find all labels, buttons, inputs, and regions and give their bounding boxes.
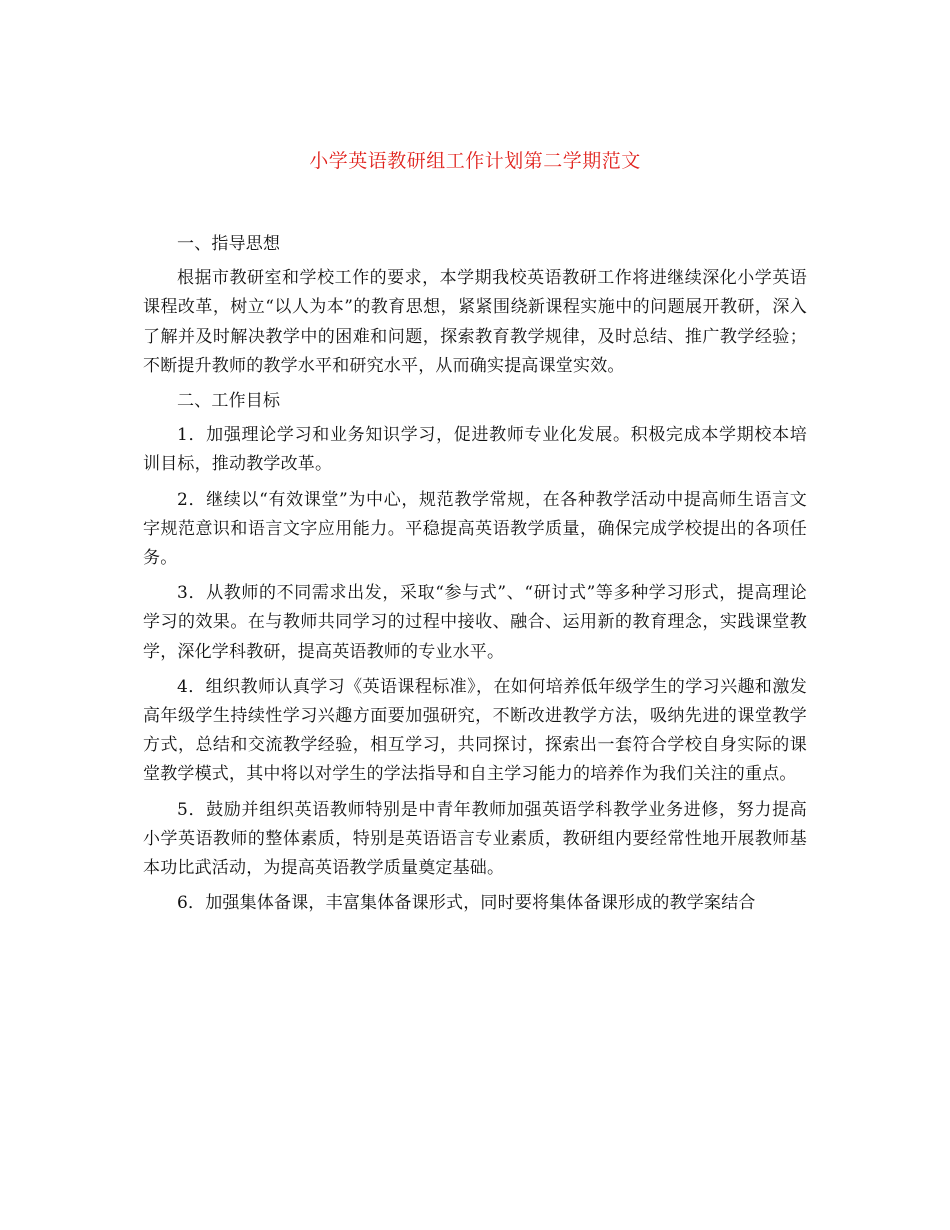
document-title: 小学英语教研组工作计划第二学期范文 xyxy=(309,150,641,172)
goal-item-2: 2．继续以“有效课堂”为中心，规范教学常规，在各种教学活动中提高师生语言文字规范意识和语言文字应用能力。平稳提高英语教学质量，确保完成学校提出的各项任务。 xyxy=(143,489,807,569)
paragraph-guiding-thought: 根据市教研室和学校工作的要求，本学期我校英语教研工作将进继续深化小学英语课程改革，树立“以人为本”的教育思想，紧紧围绕新课程实施中的问题展开教研，深入了解并及时解决教学中的困难和问题，探索教育教学规律，及时总结、推广教学经验；不断提升教师的教学水平和研究水平，从而确实提高课堂实效。 xyxy=(143,268,807,376)
section-heading-work-goals: 二、工作目标 xyxy=(177,391,281,412)
goal-item-6: 6．加强集体备课，丰富集体备课形式，同时要将集体备课形成的教学案结合 xyxy=(177,893,756,914)
section-heading-guiding-thought: 一、指导思想 xyxy=(177,234,281,254)
goal-item-3: 3．从教师的不同需求出发，采取“参与式”、“研讨式”等多种学习形式，提高理论学习的效果。在与教师共同学习的过程中接收、融合、运用新的教育理念，实践课堂教学，深化学科教研，提高英语教师的专业水平。 xyxy=(143,583,807,662)
document-body xyxy=(143,230,807,924)
goal-item-4: 4．组织教师认真学习《英语课程标准》，在如何培养低年级学生的学习兴趣和激发高年级学生持续性学习兴趣方面要加强研究，不断改进教学方法，吸纳先进的课堂教学方式，总结和交流教学经验，相互学习，共同探讨，探索出一套符合学校自身实际的课堂教学模式，其中将以对学生的学法指导和自主学习能力的培养作为我们关注的重点。 xyxy=(143,676,807,785)
goal-item-5: 5．鼓励并组织英语教师特别是中青年教师加强英语学科教学业务进修，努力提高小学英语教师的整体素质，特别是英语语言专业素质，教研组内要经常性地开展教师基本功比武活动，为提高英语教学质量奠定基础。 xyxy=(143,799,807,879)
goal-item-1: 1．加强理论学习和业务知识学习，促进教师专业化发展。积极完成本学期校本培训目标，推动教学改革。 xyxy=(143,425,807,475)
